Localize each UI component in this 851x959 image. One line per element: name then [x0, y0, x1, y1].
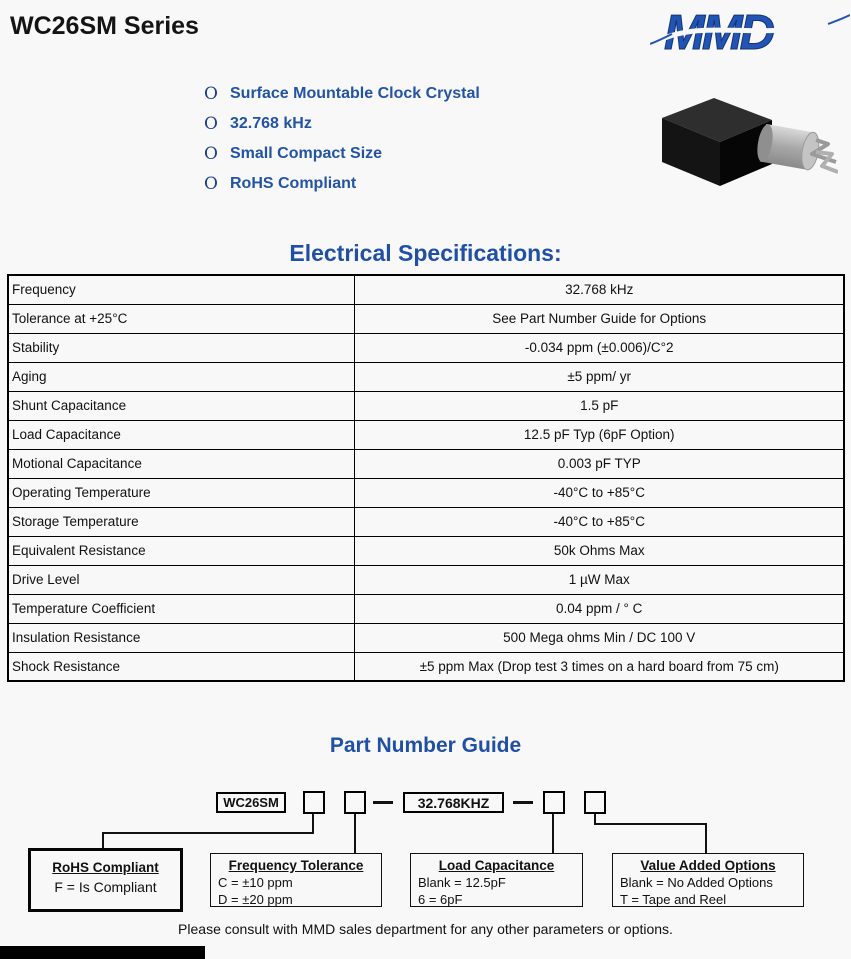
spec-label: Tolerance at +25°C — [8, 304, 355, 333]
bullet-icon: O — [204, 84, 218, 104]
spec-label: Stability — [8, 333, 355, 362]
spec-label: Shunt Capacitance — [8, 391, 355, 420]
connector-line — [102, 832, 314, 834]
connector-line — [594, 823, 707, 825]
spec-row — [8, 536, 844, 565]
crystal-product-image — [648, 88, 838, 197]
dash-separator — [373, 801, 393, 804]
legend-frequency-tolerance — [210, 853, 382, 907]
feature-label: 32.768 kHz — [230, 115, 312, 132]
legend-lines — [411, 875, 582, 908]
bullet-icon: O — [204, 144, 218, 164]
series-code-box: WC26SM — [216, 792, 286, 813]
spec-table-body — [8, 275, 844, 681]
electrical-specs-table — [7, 274, 845, 682]
spec-row — [8, 362, 844, 391]
spec-label: Temperature Coefficient — [8, 594, 355, 623]
legend-line: T = Tape and Reel — [620, 891, 727, 907]
bullet-icon: O — [204, 174, 218, 194]
tolerance-code-box — [344, 791, 366, 814]
spec-value: 12.5 pF Typ (6pF Option) — [355, 420, 844, 449]
bullet-icon: O — [204, 114, 218, 134]
dash-separator — [513, 801, 533, 804]
spec-value: ±5 ppm Max (Drop test 3 times on a hard board from 75 cm) — [355, 652, 844, 681]
spec-row — [8, 623, 844, 652]
spec-row — [8, 594, 844, 623]
spec-value: -0.034 ppm (±0.006)/C°2 — [355, 333, 844, 362]
spec-label: Load Capacitance — [8, 420, 355, 449]
connector-line — [705, 823, 707, 853]
connector-line — [102, 832, 104, 849]
legend-title: Frequency Tolerance — [228, 858, 364, 873]
spec-value: 1.5 pF — [355, 391, 844, 420]
feature-item — [204, 79, 480, 109]
spec-label: Equivalent Resistance — [8, 536, 355, 565]
connector-line — [354, 814, 356, 853]
mmd-logo — [650, 5, 850, 64]
spec-label: Aging — [8, 362, 355, 391]
mmd-logo-icon — [650, 5, 850, 59]
feature-item — [204, 139, 480, 169]
spec-row — [8, 565, 844, 594]
legend-lines — [31, 877, 180, 897]
spec-value: -40°C to +85°C — [355, 507, 844, 536]
svg-text:MMD: MMD — [664, 6, 773, 59]
options-code-box — [584, 791, 606, 814]
legend-line: Blank = No Added Options — [620, 875, 773, 890]
spec-row — [8, 420, 844, 449]
legend-value-added-options — [612, 853, 804, 907]
legend-rohs-compliant — [28, 848, 183, 912]
legend-line: C = ±10 ppm — [218, 875, 293, 890]
feature-label: RoHS Compliant — [230, 175, 357, 192]
legend-line: 6 = 6pF — [418, 891, 463, 907]
feature-item — [204, 109, 480, 139]
part-number-guide-heading: Part Number Guide — [329, 734, 522, 757]
spec-value: See Part Number Guide for Options — [355, 304, 844, 333]
spec-label: Shock Resistance — [8, 652, 355, 681]
spec-row — [8, 333, 844, 362]
spec-label: Storage Temperature — [8, 507, 355, 536]
feature-label: Surface Mountable Clock Crystal — [230, 85, 480, 102]
part-number-diagram — [0, 785, 851, 920]
features-list — [204, 79, 480, 199]
rohs-code-box — [303, 791, 325, 814]
legend-lines — [211, 875, 381, 908]
frequency-code-box: 32.768KHZ — [403, 792, 504, 813]
page-edge-bar — [0, 946, 205, 959]
connector-line — [312, 814, 314, 833]
spec-label: Drive Level — [8, 565, 355, 594]
legend-line: F = Is Compliant — [54, 879, 157, 895]
feature-label: Small Compact Size — [230, 145, 383, 162]
legend-load-capacitance — [410, 853, 583, 907]
spec-row — [8, 478, 844, 507]
load-cap-code-box — [543, 791, 565, 814]
spec-value: 32.768 kHz — [355, 275, 844, 304]
spec-row — [8, 391, 844, 420]
spec-label: Operating Temperature — [8, 478, 355, 507]
legend-line: Blank = 12.5pF — [418, 875, 506, 890]
legend-title: Load Capacitance — [438, 858, 555, 873]
legend-line: D = ±20 ppm — [218, 891, 293, 907]
electrical-specs-heading: Electrical Specifications: — [289, 240, 562, 266]
page-title: WC26SM Series — [10, 12, 199, 40]
spec-value: 1 µW Max — [355, 565, 844, 594]
spec-label: Motional Capacitance — [8, 449, 355, 478]
legend-lines — [613, 875, 803, 908]
footer-note: Please consult with MMD sales department for any other parameters or options. — [178, 921, 673, 937]
legend-title: RoHS Compliant — [52, 860, 159, 875]
spec-label: Insulation Resistance — [8, 623, 355, 652]
spec-row — [8, 275, 844, 304]
spec-value: 50k Ohms Max — [355, 536, 844, 565]
legend-title: Value Added Options — [640, 858, 776, 873]
spec-row — [8, 449, 844, 478]
spec-row — [8, 652, 844, 681]
spec-value: 500 Mega ohms Min / DC 100 V — [355, 623, 844, 652]
spec-value: ±5 ppm/ yr — [355, 362, 844, 391]
spec-value: -40°C to +85°C — [355, 478, 844, 507]
spec-label: Frequency — [8, 275, 355, 304]
crystal-photo-icon — [648, 88, 838, 192]
spec-value: 0.003 pF TYP — [355, 449, 844, 478]
feature-item — [204, 169, 480, 199]
connector-line — [552, 814, 554, 853]
spec-row — [8, 304, 844, 333]
spec-value: 0.04 ppm / ° C — [355, 594, 844, 623]
spec-row — [8, 507, 844, 536]
